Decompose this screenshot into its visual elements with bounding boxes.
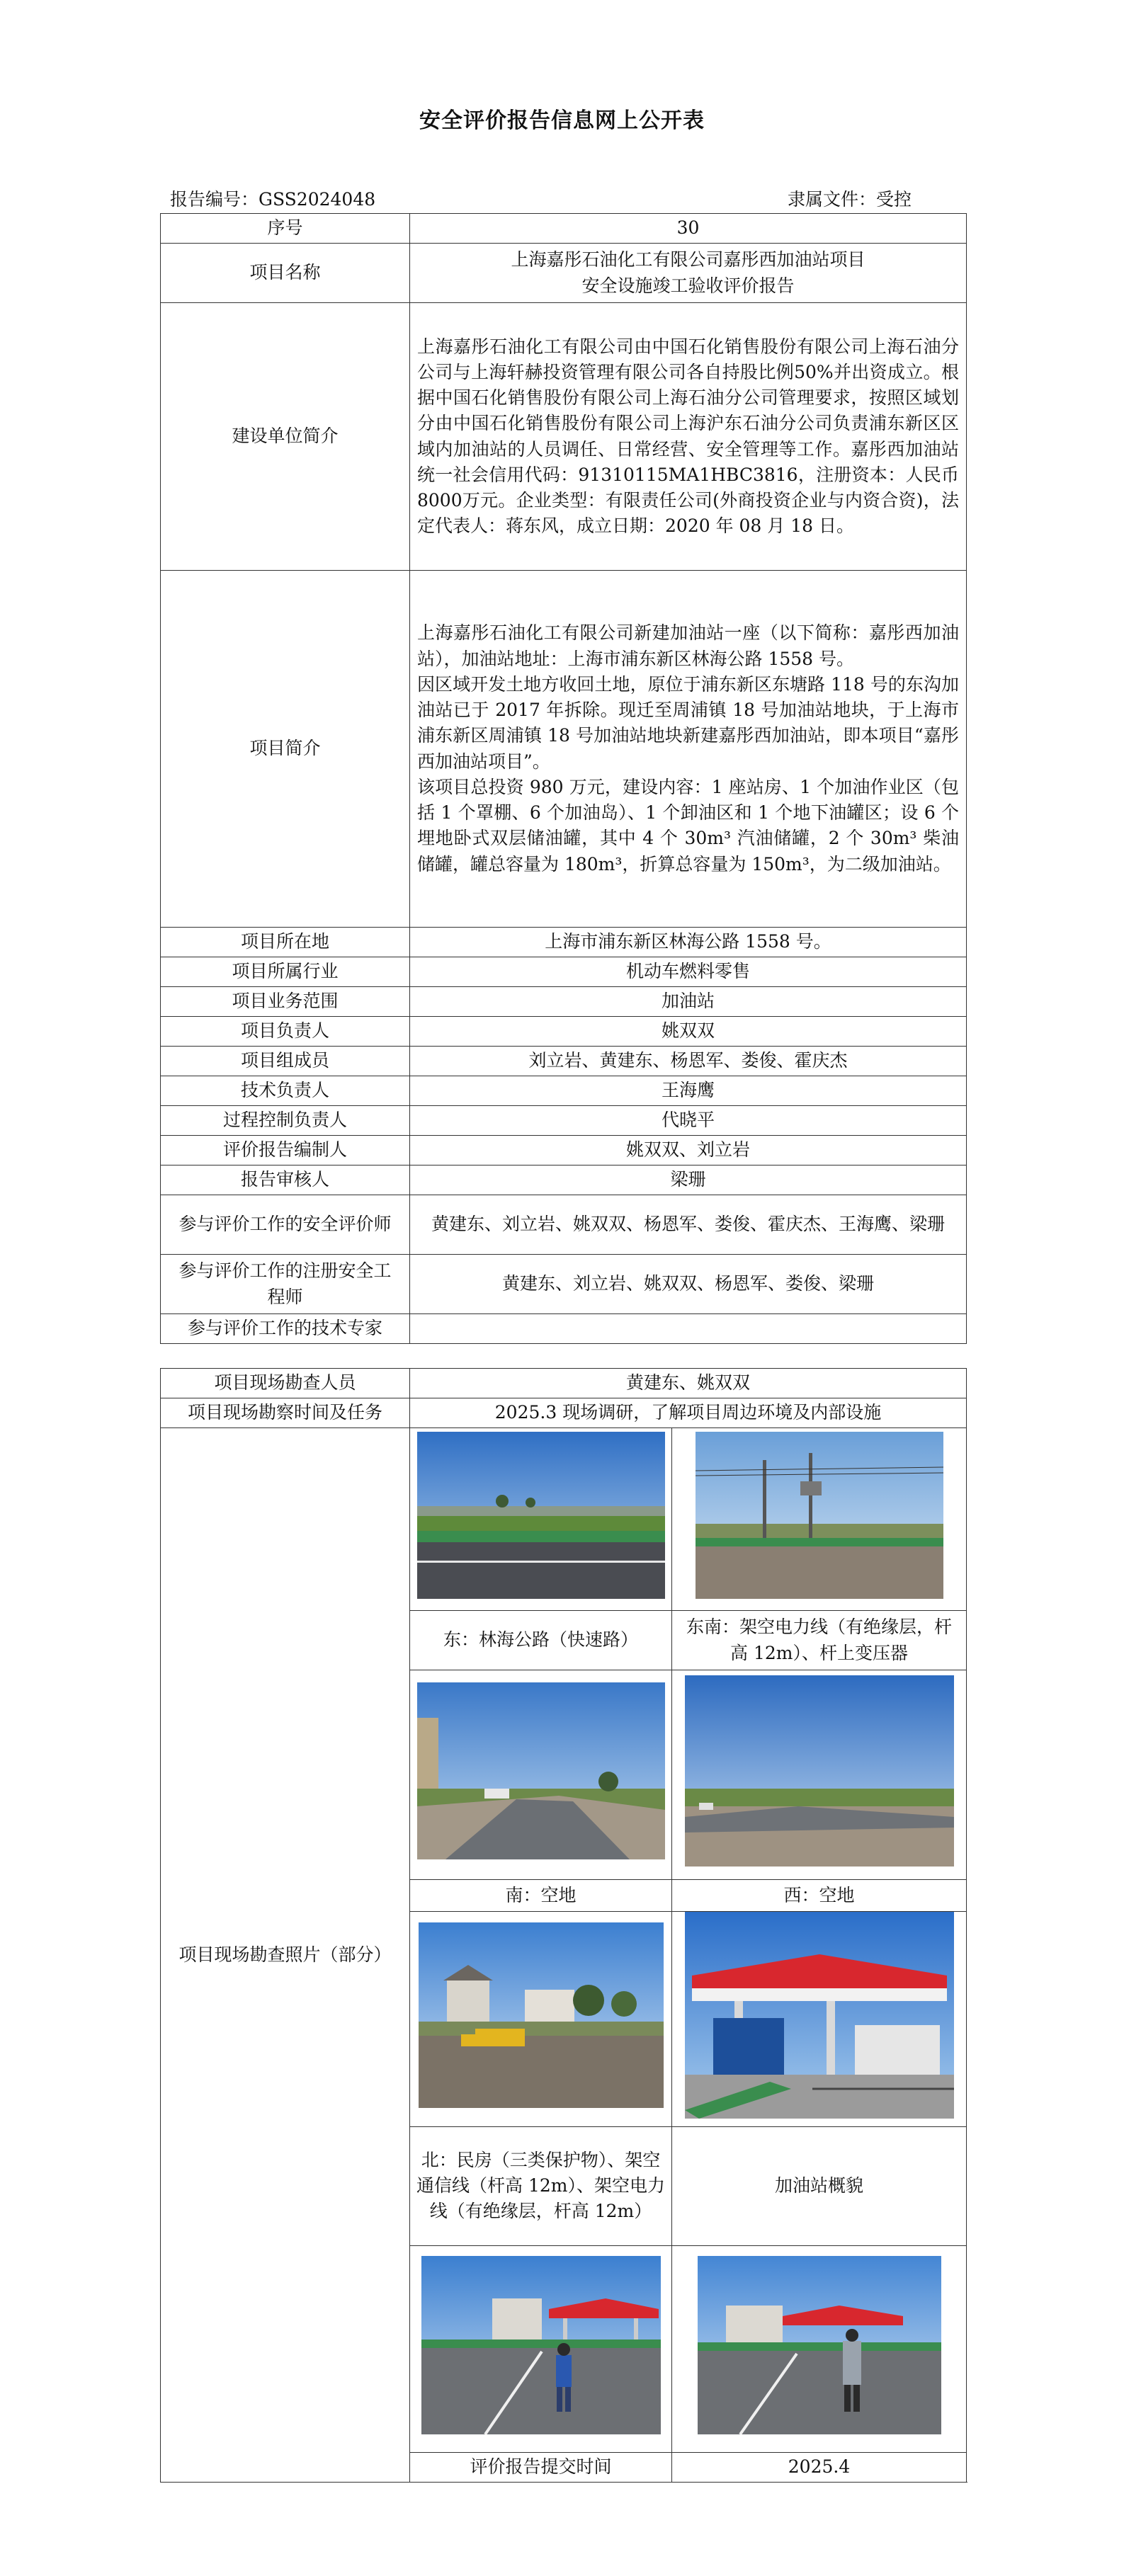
photo-cell (410, 1428, 672, 1611)
table-row (161, 244, 967, 303)
row-label: 报告审核人 (161, 1166, 410, 1195)
project-name-line: 安全设施竣工验收评价报告 (581, 275, 795, 296)
report-number: 报告编号：GSS2024048 (170, 189, 376, 210)
table-row (161, 928, 967, 957)
row-label: 项目组成员 (161, 1047, 410, 1076)
project-name-line: 上海嘉彤石油化工有限公司嘉彤西加油站项目 (511, 249, 865, 270)
intro-paragraph: 因区域开发土地方收回土地，原位于浦东新区东塘路 118 号的东沟加油站已于 2017 年拆除。现迁至周浦镇 18 号加油站地块，于上海市浦东新区周浦镇 18 号加油站地块新建嘉彤西加油站，即本项目“嘉彤西加油站项目”。 (417, 673, 959, 772)
row-value: 30 (410, 214, 967, 244)
row-value: 梁珊 (410, 1166, 967, 1195)
project-info-table (160, 213, 967, 1344)
row-value: 加油站 (410, 987, 967, 1017)
row-label: 项目负责人 (161, 1017, 410, 1047)
table-row (161, 957, 967, 987)
photo-inspector-onsite-2 (698, 2256, 941, 2434)
photo-inspector-onsite-1 (421, 2256, 661, 2434)
table-row (161, 214, 967, 244)
photo-north-houses (419, 1922, 664, 2108)
row-label: 项目现场勘查人员 (161, 1369, 410, 1398)
row-label: 参与评价工作的技术专家 (161, 1314, 410, 1344)
row-label: 项目现场勘察时间及任务 (161, 1398, 410, 1428)
row-value: 刘立岩、黄建东、杨恩军、娄俊、霍庆杰 (410, 1047, 967, 1076)
photo-west-vacant-lot (685, 1675, 954, 1867)
row-value: 姚双双 (410, 1017, 967, 1047)
row-value: 机动车燃料零售 (410, 957, 967, 987)
photo-caption: 北：民房（三类保护物）、架空通信线（杆高 12m）、架空电力线（有绝缘层，杆高 12m） (410, 2126, 672, 2245)
table-row (161, 1428, 967, 1611)
row-label: 评价报告编制人 (161, 1136, 410, 1166)
table-row (161, 1136, 967, 1166)
table-row (161, 1314, 967, 1344)
photo-caption: 加油站概貌 (672, 2126, 967, 2245)
photo-cell (672, 1428, 967, 1611)
table-row (161, 1047, 967, 1076)
table-row (161, 1166, 967, 1195)
row-label: 过程控制负责人 (161, 1106, 410, 1136)
photo-cell (410, 2245, 672, 2452)
table-row (161, 1398, 967, 1428)
builder-intro-text: 上海嘉彤石油化工有限公司由中国石化销售股份有限公司上海石油分公司与上海轩赫投资管理有限公司各自持股比例50%并出资成立。根据中国石化销售股份有限公司上海石油分公司管理要求，按照区域划分由中国石化销售股份有限公司上海沪东石油分公司负责浦东新区区域内加油站的人员调任、日常经营、安全管理等工作。嘉彤西加油站统一社会信用代码：91310115MA1HBC3816，注册资本：人民币 8000万元。企业类型：有限责任公司(外商投资企业与内资合资)，法定代表人：蒋东风，成立日期：2020 年 08 月 18 日。 (410, 303, 967, 571)
table-row (161, 303, 967, 571)
photo-caption: 西：空地 (672, 1880, 967, 1912)
row-value: 黄建东、刘立岩、姚双双、杨恩军、娄俊、梁珊 (410, 1255, 967, 1314)
row-label: 技术负责人 (161, 1076, 410, 1106)
row-value: 2025.4 (672, 2452, 967, 2482)
row-label: 建设单位简介 (161, 303, 410, 571)
row-value: 黄建东、姚双双 (410, 1369, 967, 1398)
intro-paragraph: 该项目总投资 980 万元，建设内容：1 座站房、1 个加油作业区（包括 1 个罩棚、6 个加油岛）、1 个卸油区和 1 个地下油罐区；设 6 个埋地卧式双层储油罐，其中 4 个 30m³ 汽油储罐，2 个 30m³ 柴油储罐，罐总容量为 180m³，折算总容量为 150m³，为二级加油站。 (417, 776, 959, 874)
photos-label: 项目现场勘查照片（部分） (161, 1428, 410, 2483)
row-label: 项目简介 (161, 571, 410, 928)
photo-cell (672, 1912, 967, 2126)
row-label: 序号 (161, 214, 410, 244)
row-label: 项目名称 (161, 244, 410, 303)
photo-southeast-powerline (696, 1432, 943, 1599)
photo-east-road (417, 1432, 665, 1599)
photo-caption: 东：林海公路（快速路） (410, 1611, 672, 1670)
table-row (161, 571, 967, 928)
row-label: 项目所在地 (161, 928, 410, 957)
row-label: 评价报告提交时间 (410, 2452, 672, 2482)
row-value: 代晓平 (410, 1106, 967, 1136)
row-label (161, 1255, 410, 1314)
document-title: 安全评价报告信息网上公开表 (419, 108, 705, 133)
project-intro-text (410, 571, 967, 928)
photo-cell (410, 1912, 672, 2126)
row-value: 王海鹰 (410, 1076, 967, 1106)
row-label: 项目业务范围 (161, 987, 410, 1017)
label-line: 程师 (267, 1286, 303, 1307)
table-row (161, 1255, 967, 1314)
photo-south-vacant-lot (417, 1682, 665, 1859)
table-row (161, 1369, 967, 1398)
row-value (410, 1314, 967, 1344)
photo-station-overview (685, 1912, 954, 2119)
intro-paragraph: 上海嘉彤石油化工有限公司新建加油站一座（以下简称：嘉彤西加油站），加油站地址：上海市浦东新区林海公路 1558 号。 (417, 622, 959, 669)
document-status: 隶属文件：受控 (788, 189, 912, 210)
project-name-value (410, 244, 967, 303)
label-line: 参与评价工作的注册安全工 (178, 1260, 392, 1282)
photo-caption: 东南：架空电力线（有绝缘层，杆高 12m）、杆上变压器 (672, 1611, 967, 1670)
table-row (161, 1017, 967, 1047)
table-row (161, 987, 967, 1017)
table-row (161, 1076, 967, 1106)
photo-caption: 南：空地 (410, 1880, 672, 1912)
photo-cell (672, 2245, 967, 2452)
row-value: 2025.3 现场调研，了解项目周边环境及内部设施 (410, 1398, 967, 1428)
photo-cell (672, 1670, 967, 1880)
row-label: 参与评价工作的安全评价师 (161, 1195, 410, 1255)
row-value: 姚双双、刘立岩 (410, 1136, 967, 1166)
site-survey-table (160, 1368, 967, 2483)
row-value: 黄建东、刘立岩、姚双双、杨恩军、娄俊、霍庆杰、王海鹰、梁珊 (410, 1195, 967, 1255)
table-row (161, 1195, 967, 1255)
photo-cell (410, 1670, 672, 1880)
row-value: 上海市浦东新区林海公路 1558 号。 (410, 928, 967, 957)
table-row (161, 1106, 967, 1136)
row-label: 项目所属行业 (161, 957, 410, 987)
